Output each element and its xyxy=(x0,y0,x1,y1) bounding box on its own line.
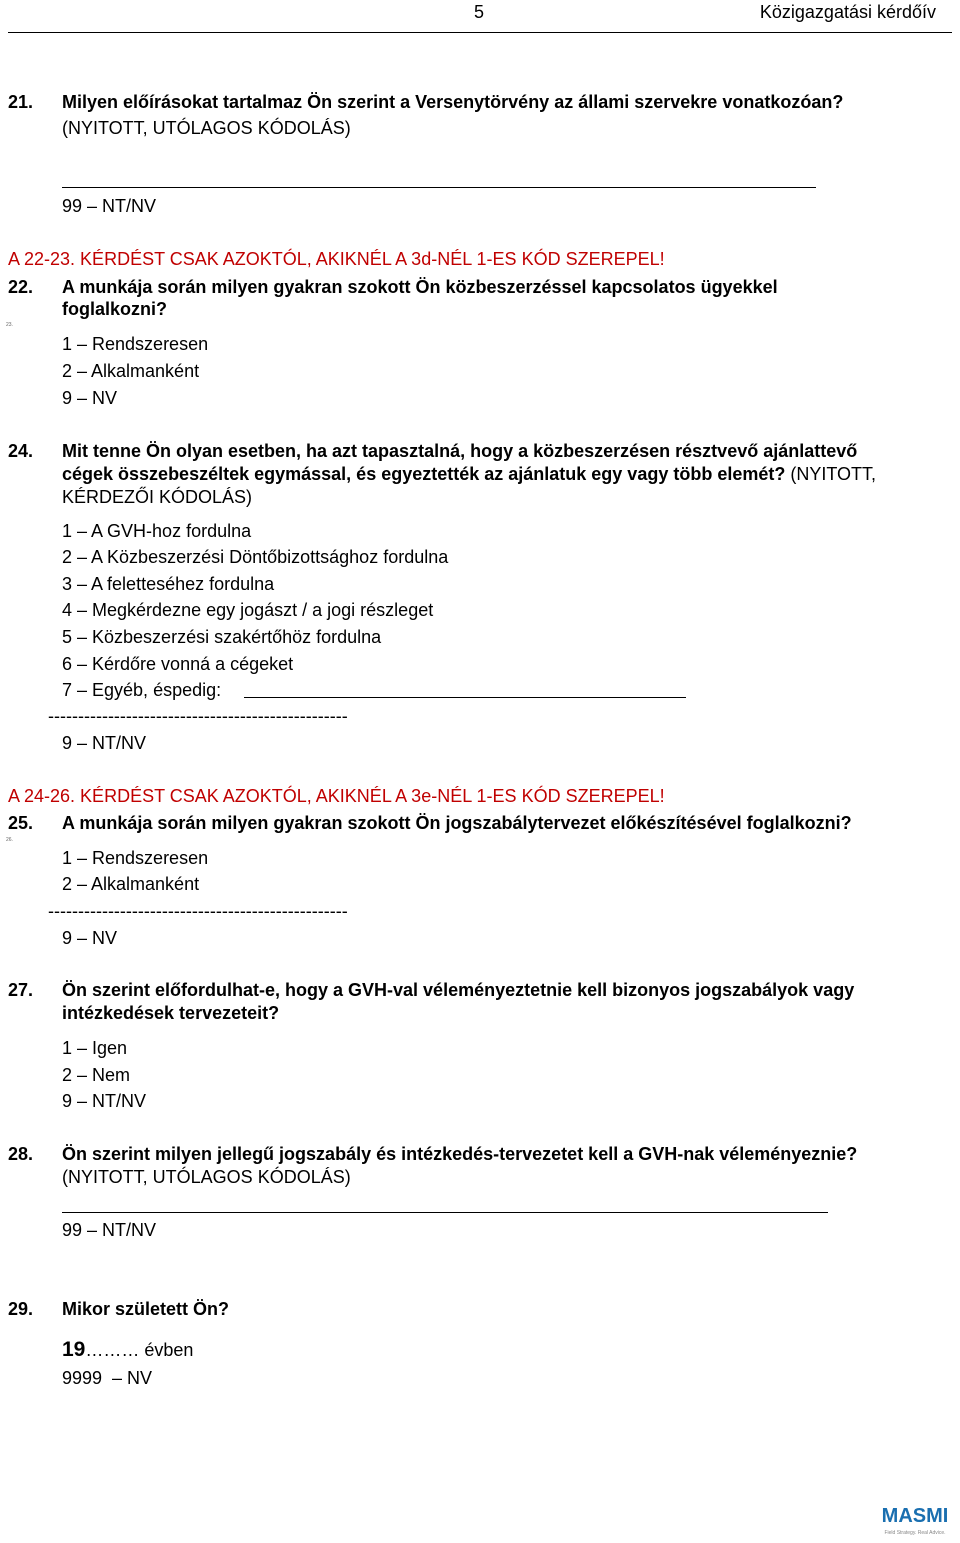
coding-note: (NYITOTT, UTÓLAGOS KÓDOLÁS) xyxy=(62,1167,351,1187)
birth-year-field[interactable] xyxy=(62,1338,193,1362)
filter-instruction: A 22-23. KÉRDÉST CSAK AZOKTÓL, AKIKNÉL A 3d-NÉL 1-ES KÓD SZEREPEL! xyxy=(8,249,665,269)
coding-note: (NYITOTT, UTÓLAGOS KÓDOLÁS) xyxy=(62,118,351,138)
separator-dashes: -------------------------------------------------- xyxy=(48,901,348,921)
answer-option: 1 – A GVH-hoz fordulna xyxy=(62,521,252,541)
question-text: Mit tenne Ön olyan esetben, ha azt tapasztalná, hogy a közbeszerzésen résztvevő ajánlattevő xyxy=(62,441,858,461)
question-number: 28. xyxy=(8,1144,34,1164)
answer-option: 99 – NT/NV xyxy=(62,196,157,216)
question-number: 21. xyxy=(8,92,34,112)
question-number: 29. xyxy=(8,1299,34,1319)
separator-dashes: -------------------------------------------------- xyxy=(48,706,348,726)
answer-option: 9 – NT/NV xyxy=(62,733,147,753)
answer-option: 9 – NT/NV xyxy=(62,1091,147,1111)
answer-option: 1 – Rendszeresen xyxy=(62,848,209,868)
answer-option: 9 – NV xyxy=(62,928,118,948)
answer-option: 4 – Megkérdezne egy jogászt / a jogi részleget xyxy=(62,600,434,620)
question-number: 22. xyxy=(8,277,34,297)
coding-note: (NYITOTT, xyxy=(785,464,877,484)
year-prefix: 19 xyxy=(62,1338,86,1361)
question-text: Milyen előírásokat tartalmaz Ön szerint a Versenytörvény az állami szervekre vonatkozóan? xyxy=(62,92,844,112)
question-text-line xyxy=(62,464,876,485)
question-text: Ön szerint milyen jellegű jogszabály és intézkedés-tervezetet kell a GVH-nak véleményeznie? xyxy=(62,1144,858,1164)
coding-note: KÉRDEZŐI KÓDOLÁS) xyxy=(62,487,253,507)
answer-option: 7 – Egyéb, éspedig: xyxy=(62,680,222,700)
year-dots: ……… xyxy=(85,1340,140,1360)
question-number: 24. xyxy=(8,441,34,461)
answer-option: 9999 – NV xyxy=(62,1368,153,1388)
question-text: foglalkozni? xyxy=(62,299,167,319)
answer-option: 3 – A feletteséhez fordulna xyxy=(62,574,275,594)
answer-line xyxy=(244,697,686,698)
footnote-marker: 26. xyxy=(6,837,13,843)
logo-tagline: Field Strategy. Real Advice. xyxy=(884,1530,946,1536)
answer-option: 2 – Alkalmanként xyxy=(62,874,200,894)
answer-option: 1 – Igen xyxy=(62,1038,128,1058)
answer-line xyxy=(62,1212,828,1213)
question-number: 25. xyxy=(8,813,34,833)
question-text: cégek összebeszéltek egymással, és egyeztették az ajánlatuk egy vagy több elemét? xyxy=(62,464,786,484)
year-suffix: évben xyxy=(139,1340,194,1360)
header-rule xyxy=(8,32,952,33)
masmi-logo xyxy=(878,1498,952,1538)
logo-wordmark: MASMI xyxy=(881,1505,949,1527)
question-text: A munkája során milyen gyakran szokott Ön közbeszerzéssel kapcsolatos ügyekkel xyxy=(62,277,778,297)
answer-option: 2 – Nem xyxy=(62,1065,131,1085)
question-text: Mikor született Ön? xyxy=(62,1299,230,1319)
answer-option: 6 – Kérdőre vonná a cégeket xyxy=(62,654,294,674)
answer-option: 99 – NT/NV xyxy=(62,1220,157,1240)
answer-line xyxy=(62,187,816,188)
answer-option: 9 – NV xyxy=(62,388,118,408)
page-number: 5 xyxy=(474,2,485,22)
question-text: intézkedések tervezeteit? xyxy=(62,1003,280,1023)
answer-option: 5 – Közbeszerzési szakértőhöz fordulna xyxy=(62,627,382,647)
filter-instruction: A 24-26. KÉRDÉST CSAK AZOKTÓL, AKIKNÉL A 3e-NÉL 1-ES KÓD SZEREPEL! xyxy=(8,786,665,806)
answer-option: 1 – Rendszeresen xyxy=(62,334,209,354)
answer-option: 2 – A Közbeszerzési Döntőbizottsághoz fordulna xyxy=(62,547,449,567)
answer-option: 2 – Alkalmanként xyxy=(62,361,200,381)
question-text: Ön szerint előfordulhat-e, hogy a GVH-val véleményeztetnie kell bizonyos jogszabályok vagy xyxy=(62,980,855,1000)
footnote-marker: 23. xyxy=(6,322,13,328)
masmi-logo-mark xyxy=(878,1498,952,1538)
question-number: 27. xyxy=(8,980,34,1000)
document-title: Közigazgatási kérdőív xyxy=(759,2,936,22)
question-text: A munkája során milyen gyakran szokott Ön jogszabálytervezet előkészítésével foglalkozni? xyxy=(62,813,852,833)
